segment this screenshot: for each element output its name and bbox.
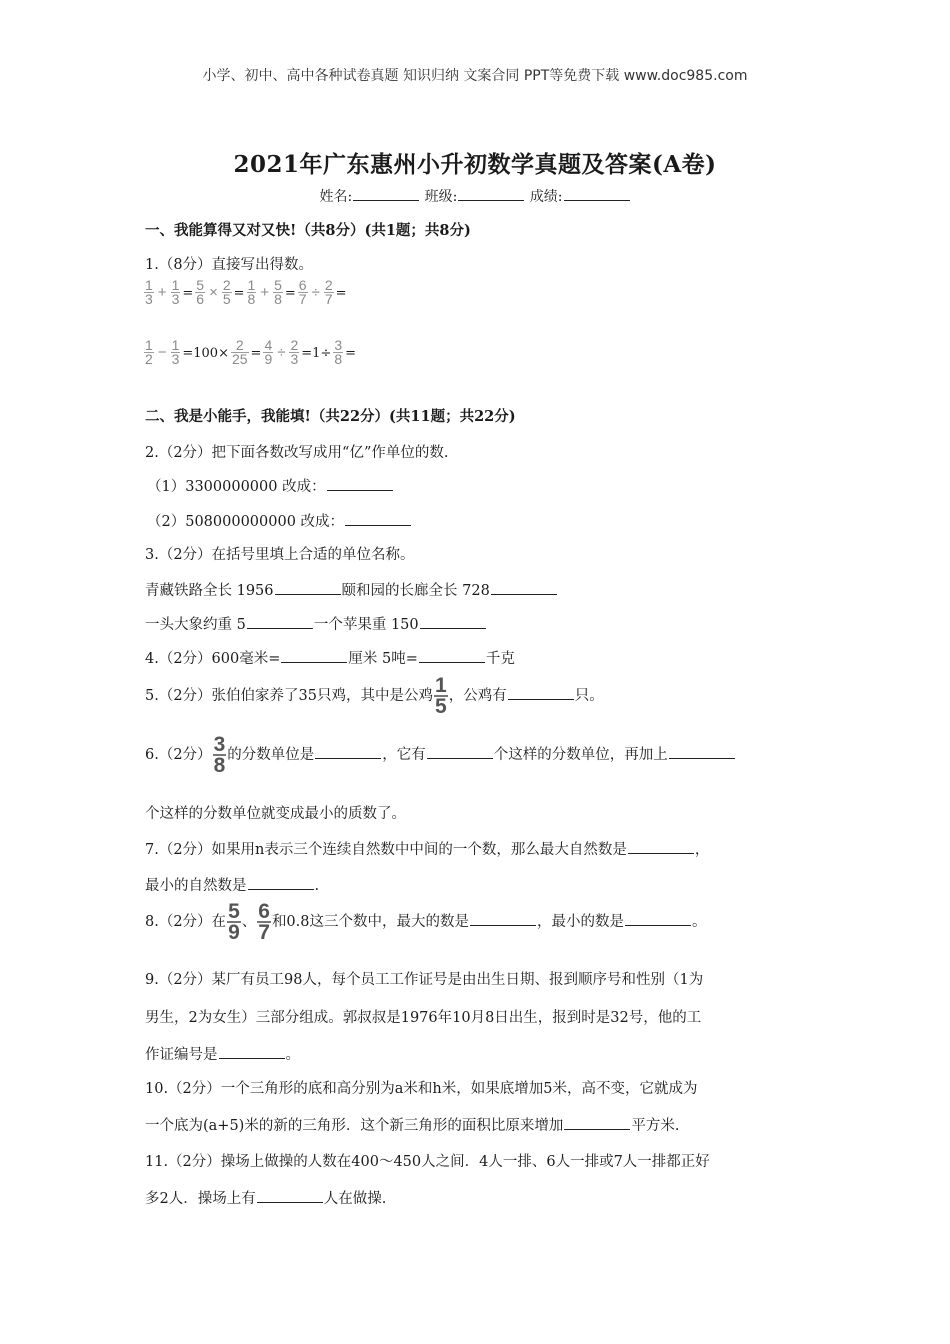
q11-line-2: 多2人．操场上有 人在做操. [145,1187,386,1208]
answer-blank [247,614,313,629]
fraction: $\frac{2}{25}$ [231,337,248,367]
name-blank [353,186,419,201]
section-1-heading: 一、我能算得又对又快!（共8分）(共1题；共8分) [145,222,471,239]
fraction: $\frac{1}{3}$ [171,337,180,367]
q1-row-1: $\frac{1}{3}$ + $\frac{1}{3}$ = $\frac{5}{6}$ × $\frac{2}{5}$ = $\frac{1}{8}$ + $\frac{5}{8}$ = $\frac{6}{7}$ ÷ $\frac{2}{7}$ = [145,277,347,307]
fraction: $\frac{1}{3}$ [145,277,153,307]
fraction: $\frac{4}{9}$ [264,337,273,367]
q1-row-2: $\frac{1}{2}$ − $\frac{1}{3}$ =100× $\frac{2}{25}$ = $\frac{4}{9}$ ÷ $\frac{2}{3}$ =1÷ $\frac{3}{8}$ = [145,337,357,367]
answer-blank [345,511,411,526]
fraction: $\frac{5}{9}$ [228,900,240,944]
q8: 8.（2分）在 $\frac{5}{9}$ 、 $\frac{6}{7}$ 和0.8这三个数中，最大的数是 ，最小的数是 。 [145,900,707,944]
q5: 5.（2分）张伯伯家养了35只鸡，其中是公鸡 $\frac{1}{5}$ ，公鸡有 只。 [145,674,604,718]
q1-stem: 1.（8分）直接写出得数。 [145,257,314,273]
answer-blank [427,744,493,759]
answer-blank [669,744,735,759]
answer-blank [315,744,381,759]
q11-line-1: 11.（2分）操场上做操的人数在400～450人之间．4人一排、6人一排或7人一排都正好 [145,1154,710,1170]
fraction: $\frac{2}{3}$ [290,337,299,367]
q2-part-2: （2）508000000000 改成： [147,510,412,531]
answer-blank [257,1188,323,1203]
fraction: $\frac{2}{5}$ [222,277,231,307]
q4: 4.（2分）600毫米= 厘米 5吨= 千克 [145,647,515,668]
q10-line-1: 10.（2分）一个三角形的底和高分别为a米和h米，如果底增加5米，高不变，它就成为 [145,1081,698,1097]
q6-line-1: 6.（2分） $\frac{3}{8}$ 的分数单位是 ，它有 个这样的分数单位，再加上 [145,735,736,775]
answer-blank [564,1115,630,1130]
q2-part-1: （1）3300000000 改成： [147,475,394,496]
section-2-heading: 二、我是小能手，我能填!（共22分）(共11题；共22分) [145,408,516,425]
q9-line-3: 作证编号是 。 [145,1043,300,1064]
fraction: $\frac{1}{8}$ [247,277,256,307]
score-blank [564,186,630,201]
fraction: $\frac{6}{7}$ [258,900,270,944]
fraction: $\frac{2}{7}$ [324,277,333,307]
answer-blank [508,685,574,700]
q7-line-2: 最小的自然数是 . [145,874,319,895]
q10-line-2: 一个底为(a+5)米的新的三角形．这个新三角形的面积比原来增加 平方米. [145,1114,679,1135]
answer-blank [625,911,691,926]
fraction: $\frac{3}{8}$ [334,337,343,367]
fraction: $\frac{5}{6}$ [196,277,205,307]
answer-blank [275,580,341,595]
score-label: 成绩: [529,189,563,205]
fraction: $\frac{3}{8}$ [213,733,226,777]
site-banner: 小学、初中、高中各种试卷真题 知识归纳 文案合同 PPT等免费下载 www.doc985.com [202,68,748,84]
q3-line-2: 一头大象约重 5 一个苹果重 150 [145,613,487,634]
q3-stem: 3.（2分）在括号里填上合适的单位名称。 [145,547,415,563]
answer-blank [419,648,485,663]
answer-blank [281,648,347,663]
answer-blank [248,875,314,890]
answer-blank [327,476,393,491]
page-title: 2021年广东惠州小升初数学真题及答案(A卷) [233,151,717,178]
class-blank [458,186,524,201]
q9-line-2: 男生，2为女生）三部分组成。郭叔叔是1976年10月8日出生，报到时是32号，他的工 [145,1010,702,1026]
fraction: $\frac{1}{3}$ [171,277,180,307]
answer-blank [628,839,694,854]
q9-line-1: 9.（2分）某厂有员工98人，每个员工工作证号是由出生日期、报到顺序号和性别（1为 [145,972,704,988]
fraction: $\frac{1}{2}$ [145,337,153,367]
fraction: $\frac{5}{8}$ [274,277,282,307]
q7-line-1: 7.（2分）如果用n表示三个连续自然数中中间的一个数，那么最大自然数是 ， [145,838,709,859]
student-info-line [0,186,950,206]
answer-blank [420,614,486,629]
fraction: $\frac{6}{7}$ [298,277,307,307]
class-label: 班级: [424,189,458,205]
q6-line-2: 个这样的分数单位就变成最小的质数了。 [145,806,406,822]
answer-blank [491,580,557,595]
q2-stem: 2.（2分）把下面各数改写成用“亿”作单位的数. [145,445,449,461]
fraction: $\frac{1}{5}$ [435,674,447,718]
answer-blank [219,1044,285,1059]
name-label: 姓名: [319,189,353,205]
q3-line-1: 青藏铁路全长 1956 颐和园的长廊全长 728 [145,579,558,600]
answer-blank [470,911,536,926]
